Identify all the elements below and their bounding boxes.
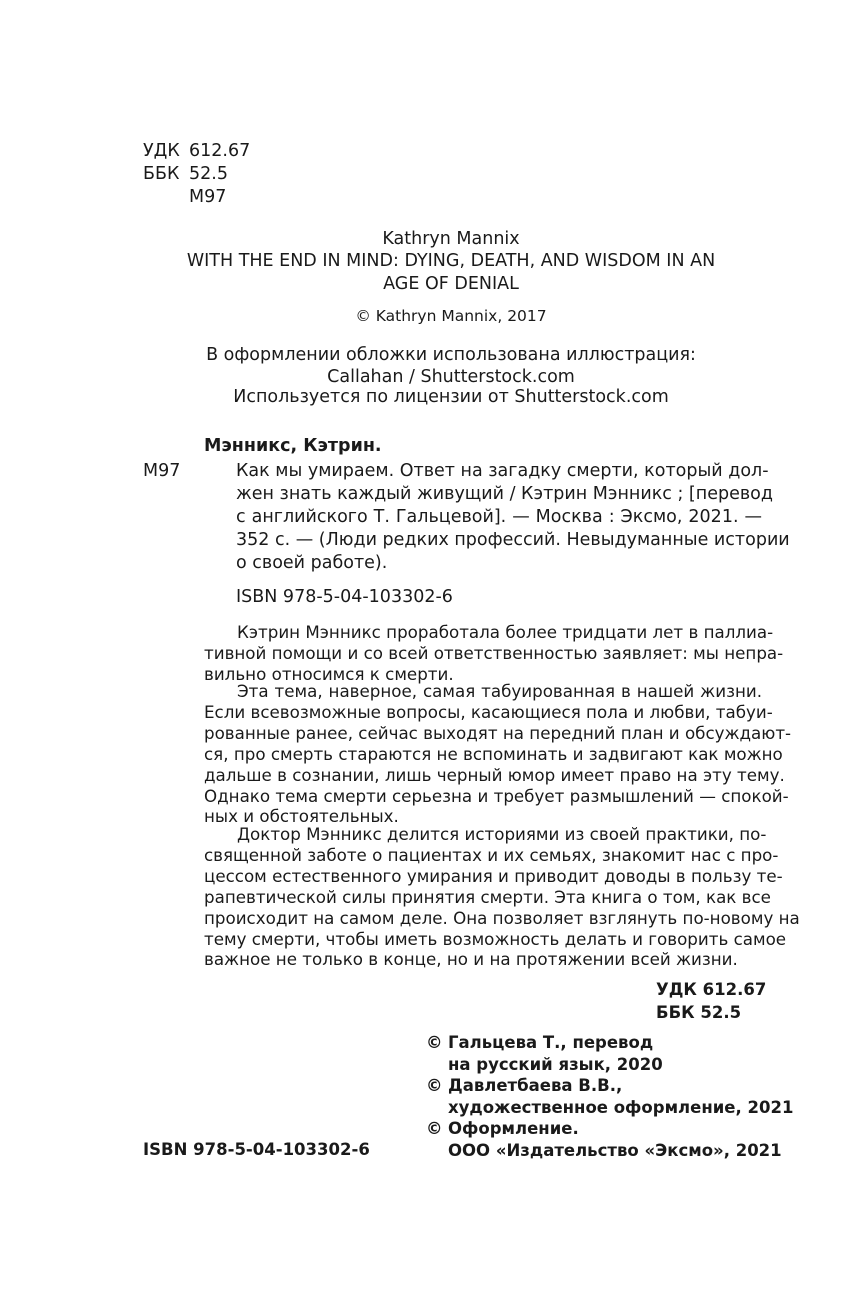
annotation-paragraph-1 (204, 622, 784, 685)
copyright-symbol: © (426, 1033, 443, 1052)
bibliography-description (236, 460, 790, 575)
original-author: Kathryn Mannix (382, 229, 520, 249)
copyright-entry-cont (426, 1097, 793, 1119)
copyright-entry (426, 1032, 793, 1054)
copyright-entry-cont (426, 1054, 793, 1076)
bibliography-mark: М97 (143, 461, 181, 481)
annotation-line: важное не только в конце, но и на протяжении всей жизни. (204, 949, 738, 970)
bibliography-isbn: ISBN 978-5-04-103302-6 (236, 587, 453, 607)
classification-bottom (656, 978, 766, 1024)
author-mark: М97 (189, 187, 227, 207)
annotation-line: тивной помощи и со всей ответственностью заявляет: мы непра- (204, 642, 784, 663)
annotation-line: ных и обстоятельных. (204, 806, 399, 827)
classification-top (143, 140, 250, 209)
bibliography-line: о своей работе). (236, 553, 388, 573)
udk-label: УДК (143, 141, 180, 161)
copyright-line: на русский язык, 2020 (448, 1054, 663, 1074)
bibliography-author-heading: Мэнникс, Кэтрин. (204, 436, 382, 456)
copyright-line: ООО «Издательство «Эксмо», 2021 (448, 1140, 782, 1160)
bibliography-line: Как мы умираем. Ответ на загадку смерти, который дол- (236, 461, 769, 481)
annotation-line: ся, про смерть стараются не вспоминать и задвигают как можно (204, 743, 783, 764)
copyright-line: художественное оформление, 2021 (448, 1097, 794, 1117)
isbn-bottom: ISBN 978-5-04-103302-6 (143, 1140, 370, 1159)
copyright-line: Давлетбаева В.В., (448, 1076, 623, 1095)
annotation-line: Если всевозможные вопросы, касающиеся пола и любви, табуи- (204, 701, 773, 722)
annotation-paragraph-3 (204, 824, 800, 970)
copyright-entry-cont (426, 1140, 793, 1162)
bbk-value: 52.5 (189, 164, 228, 184)
original-title-line1: WITH THE END IN MIND: DYING, DEATH, AND WISDOM IN AN (186, 251, 716, 271)
copyright-symbol: © (426, 1076, 443, 1095)
copyright-entry (426, 1075, 793, 1097)
annotation-line: Кэтрин Мэнникс проработала более тридцати лет в паллиа- (237, 622, 774, 642)
annotation-line: происходит на самом деле. Она позволяет взглянуть по-новому на (204, 907, 800, 928)
copyright-line: Гальцева Т., перевод (448, 1033, 654, 1052)
illustration-line3: Используется по лицензии от Shutterstock.com (233, 387, 669, 407)
annotation-line: рапевтической силы принятия смерти. Эта книга о том, как все (204, 886, 771, 907)
udk-value: 612.67 (189, 141, 251, 161)
annotation-line: тему смерти, чтобы иметь возможность делать и говорить самое (204, 928, 787, 949)
copyright-symbol: © (426, 1119, 443, 1138)
illustration-line1: В оформлении обложки использована иллюстрация: (206, 345, 696, 365)
annotation-line: вильно относимся к смерти. (204, 663, 454, 684)
bbk-label: ББК (143, 164, 180, 184)
annotation-line: Однако тема смерти серьезна и требует размышлений — спокой- (204, 785, 789, 806)
copyright-line: Оформление. (448, 1119, 579, 1138)
bibliography-line: 352 с. — (Люди редких профессий. Невыдуманные истории (236, 530, 790, 550)
annotation-line: Доктор Мэнникс делится историями из своей практики, по- (237, 824, 767, 844)
bbk-row (143, 163, 250, 186)
author-mark-row (143, 186, 250, 209)
illustration-line2: Callahan / Shutterstock.com (327, 367, 575, 387)
annotation-paragraph-2 (204, 681, 792, 827)
copyright-entry (426, 1118, 793, 1140)
bbk-bottom: ББК 52.5 (656, 1003, 742, 1022)
bibliography-line: с английского Т. Гальцевой]. — Москва : Эксмо, 2021. — (236, 507, 762, 527)
original-copyright: © Kathryn Mannix, 2017 (355, 307, 547, 325)
annotation-line: рованные ранее, сейчас выходят на передний план и обсуждают- (204, 722, 792, 743)
annotation-line: цессом естественного умирания и приводит доводы в пользу те- (204, 865, 783, 886)
annotation-line: Эта тема, наверное, самая табуированная в нашей жизни. (237, 681, 762, 701)
original-title-line2: AGE OF DENIAL (383, 274, 519, 294)
annotation-line: священной заботе о пациентах и их семьях, знакомит нас с про- (204, 844, 779, 865)
annotation-line: дальше в сознании, лишь черный юмор имеет право на эту тему. (204, 764, 785, 785)
udk-row (143, 140, 250, 163)
copyright-block (426, 1032, 793, 1161)
bibliography-line: жен знать каждый живущий / Кэтрин Мэнникс ; [перевод (236, 484, 773, 504)
udk-bottom: УДК 612.67 (656, 980, 767, 999)
